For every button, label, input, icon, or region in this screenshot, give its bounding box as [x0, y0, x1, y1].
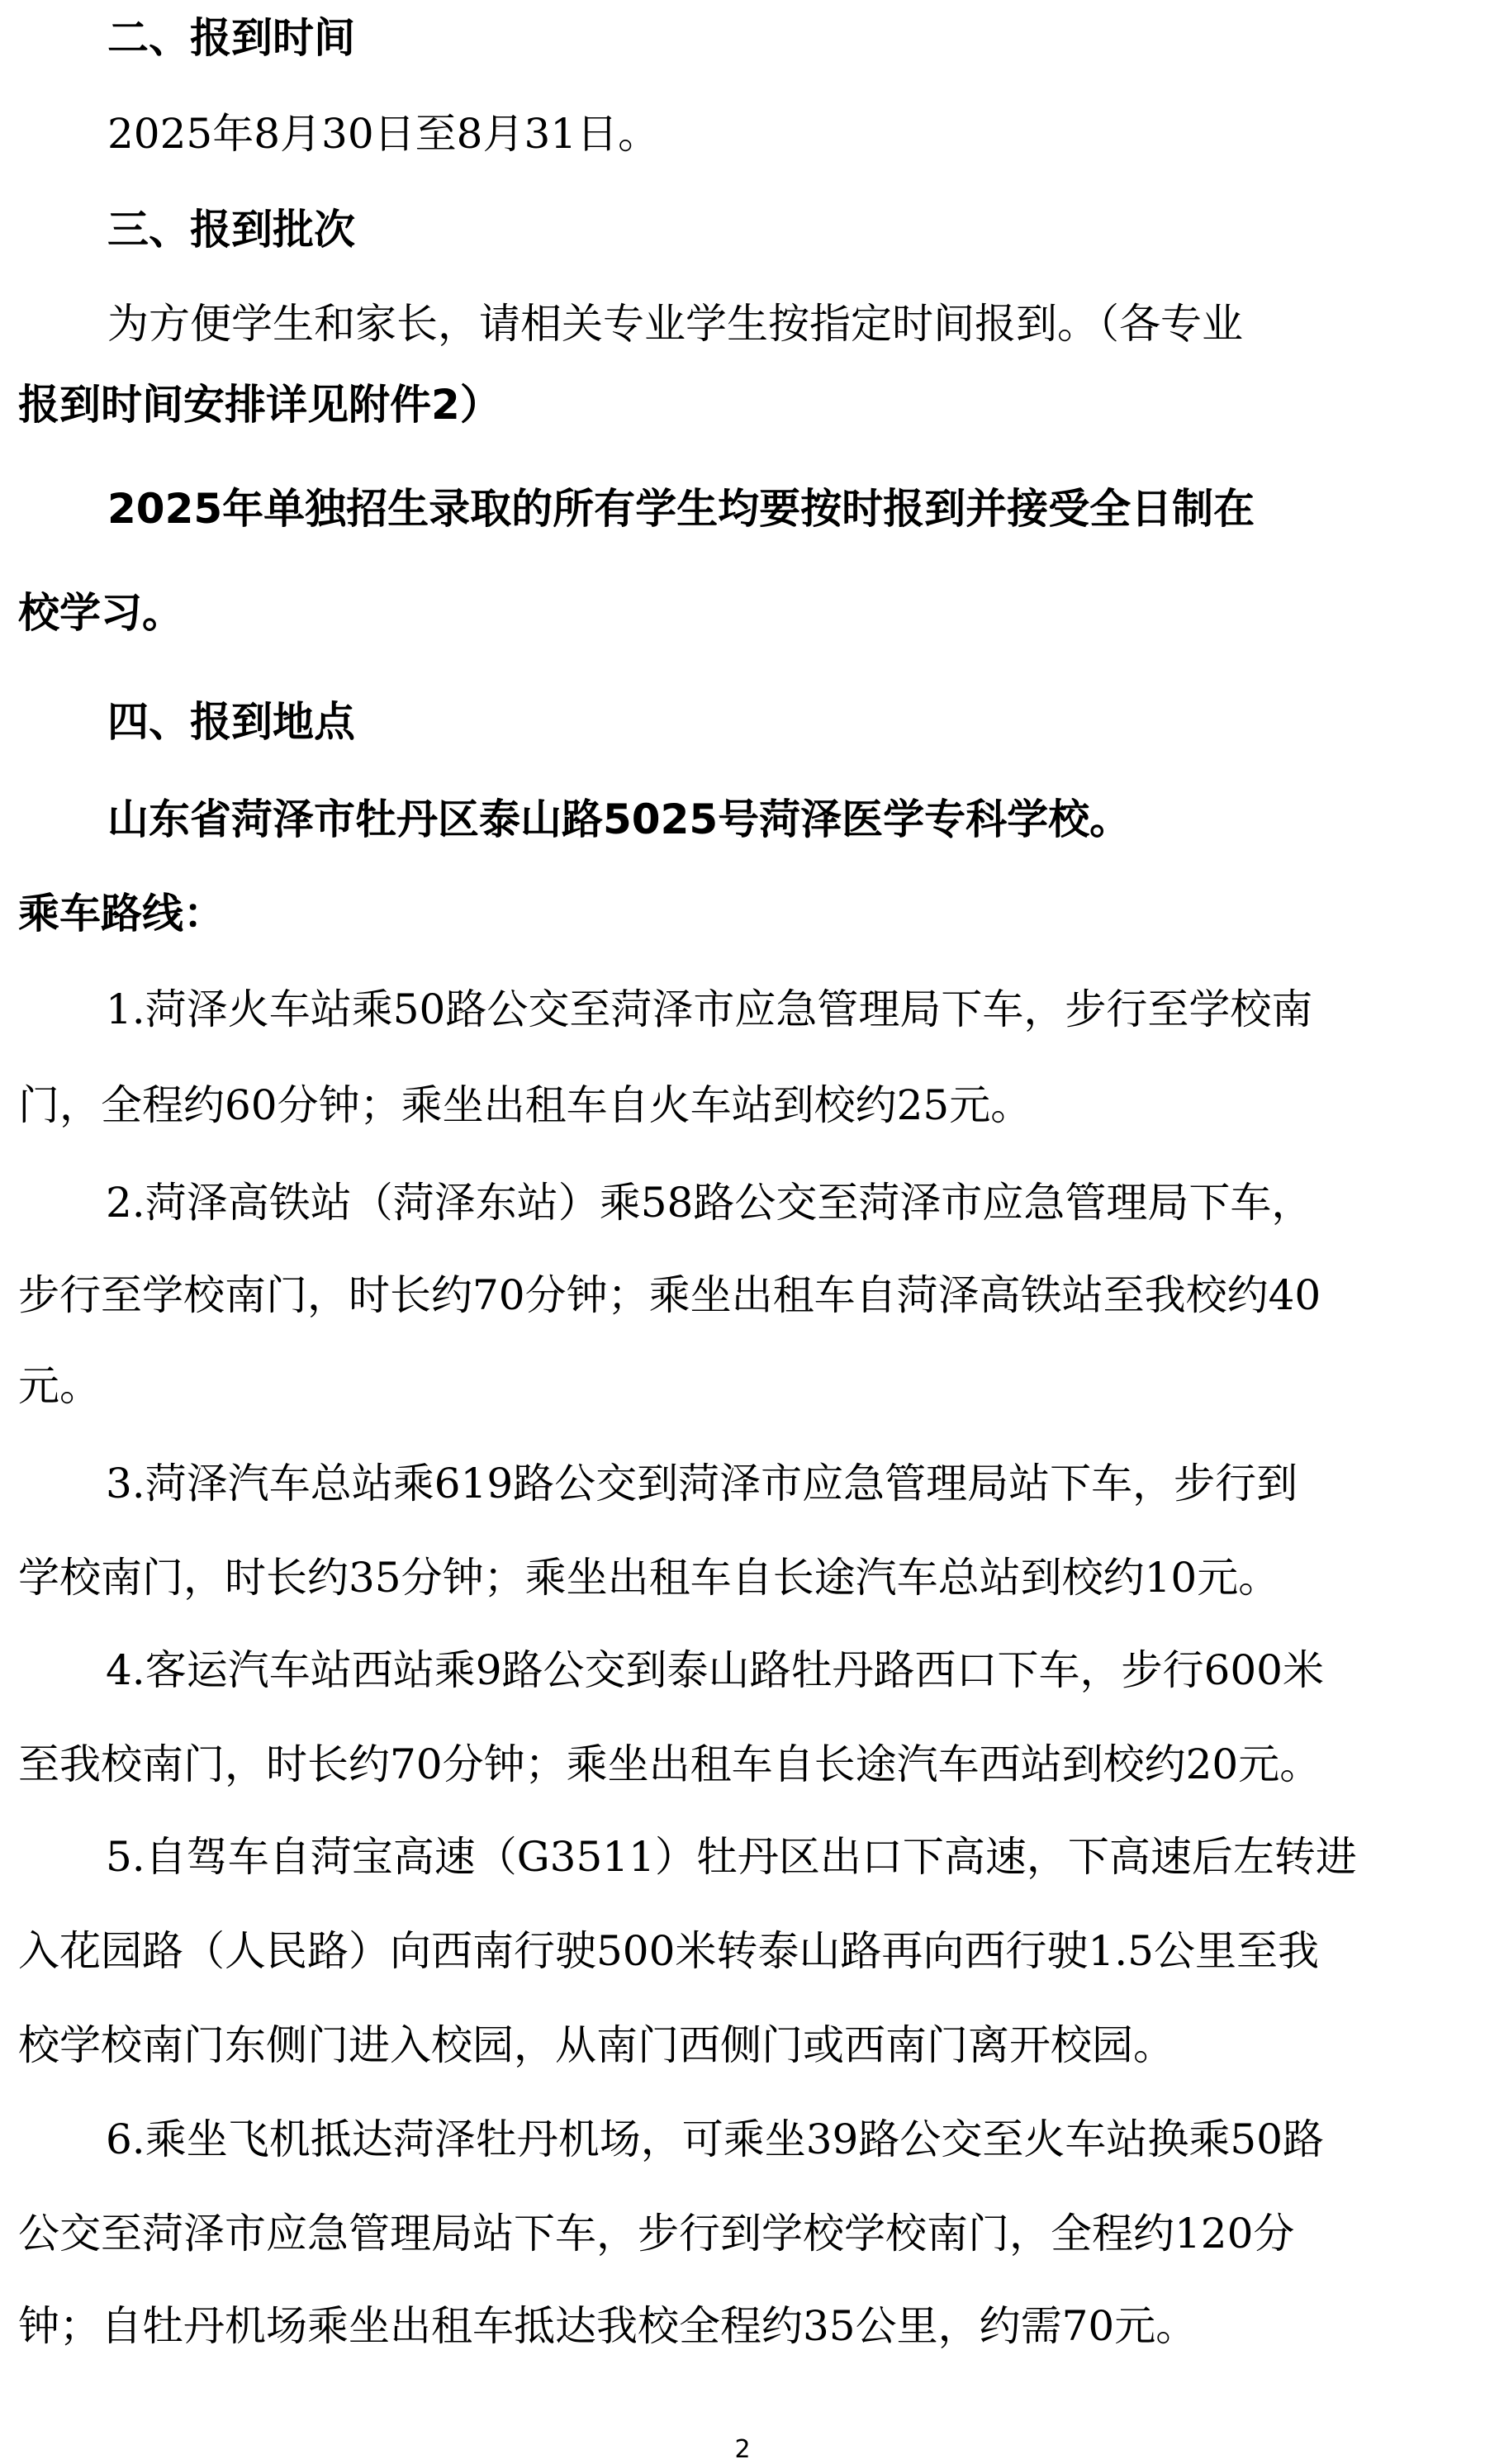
- section2-date: 2025年8月30日至8月31日。: [107, 110, 660, 158]
- section3-para2-line1: 2025年单独招生录取的所有学生均要按时报到并接受全日制在: [107, 485, 1255, 533]
- route5-line3: 校学校南门东侧门进入校园，从南门西侧门或西南门离开校园。: [18, 2021, 1174, 2069]
- route5-line2: 入花园路（人民路）向西南行驶500米转泰山路再向西行驶1.5公里至我: [18, 1927, 1319, 1975]
- route4-line2: 至我校南门，时长约70分钟；乘坐出租车自长途汽车西站到校约20元。: [18, 1740, 1321, 1788]
- route3-line1: 3.菏泽汽车总站乘619路公交到菏泽市应急管理局站下车，步行到: [106, 1460, 1298, 1507]
- route3-line2: 学校南门，时长约35分钟；乘坐出租车自长途汽车总站到校约10元。: [18, 1554, 1280, 1602]
- route6-line1: 6.乘坐飞机抵达菏泽牡丹机场，可乘坐39路公交至火车站换乘50路: [106, 2115, 1324, 2163]
- section2-heading: 二、报到时间: [107, 14, 355, 62]
- route6-line3: 钟；自牡丹机场乘坐出租车抵达我校全程约35公里，约需70元。: [18, 2302, 1198, 2350]
- section4-address: 山东省菏泽市牡丹区泰山路5025号菏泽医学专科学校。: [107, 795, 1132, 843]
- route1-line2: 门，全程约60分钟；乘坐出租车自火车站到校约25元。: [18, 1081, 1032, 1129]
- section4-heading: 四、报到地点: [107, 698, 355, 746]
- route6-line2: 公交至菏泽市应急管理局站下车，步行到学校学校南门，全程约120分: [18, 2210, 1295, 2257]
- route5-line1: 5.自驾车自菏宝高速（G3511）牡丹区出口下高速，下高速后左转进: [106, 1833, 1357, 1881]
- route2-line3: 元。: [18, 1362, 101, 1410]
- routes-heading: 乘车路线：: [18, 890, 225, 938]
- route2-line2: 步行至学校南门，时长约70分钟；乘坐出租车自菏泽高铁站至我校约40: [18, 1271, 1321, 1319]
- section3-para1-line1: 为方便学生和家长，请相关专业学生按指定时间报到。（各专业: [107, 300, 1243, 348]
- route2-line1: 2.菏泽高铁站（菏泽东站）乘58路公交至菏泽市应急管理局下车，: [106, 1179, 1313, 1227]
- section3-para1-line2: 报到时间安排详见附件2）: [18, 381, 501, 429]
- section3-para2-line2: 校学习。: [18, 589, 183, 637]
- section3-heading: 三、报到批次: [107, 206, 355, 254]
- page-number: 2: [734, 2435, 751, 2464]
- route4-line1: 4.客运汽车站西站乘9路公交到泰山路牡丹路西口下车，步行600米: [106, 1646, 1324, 1694]
- route1-line1: 1.菏泽火车站乘50路公交至菏泽市应急管理局下车，步行至学校南: [106, 985, 1313, 1033]
